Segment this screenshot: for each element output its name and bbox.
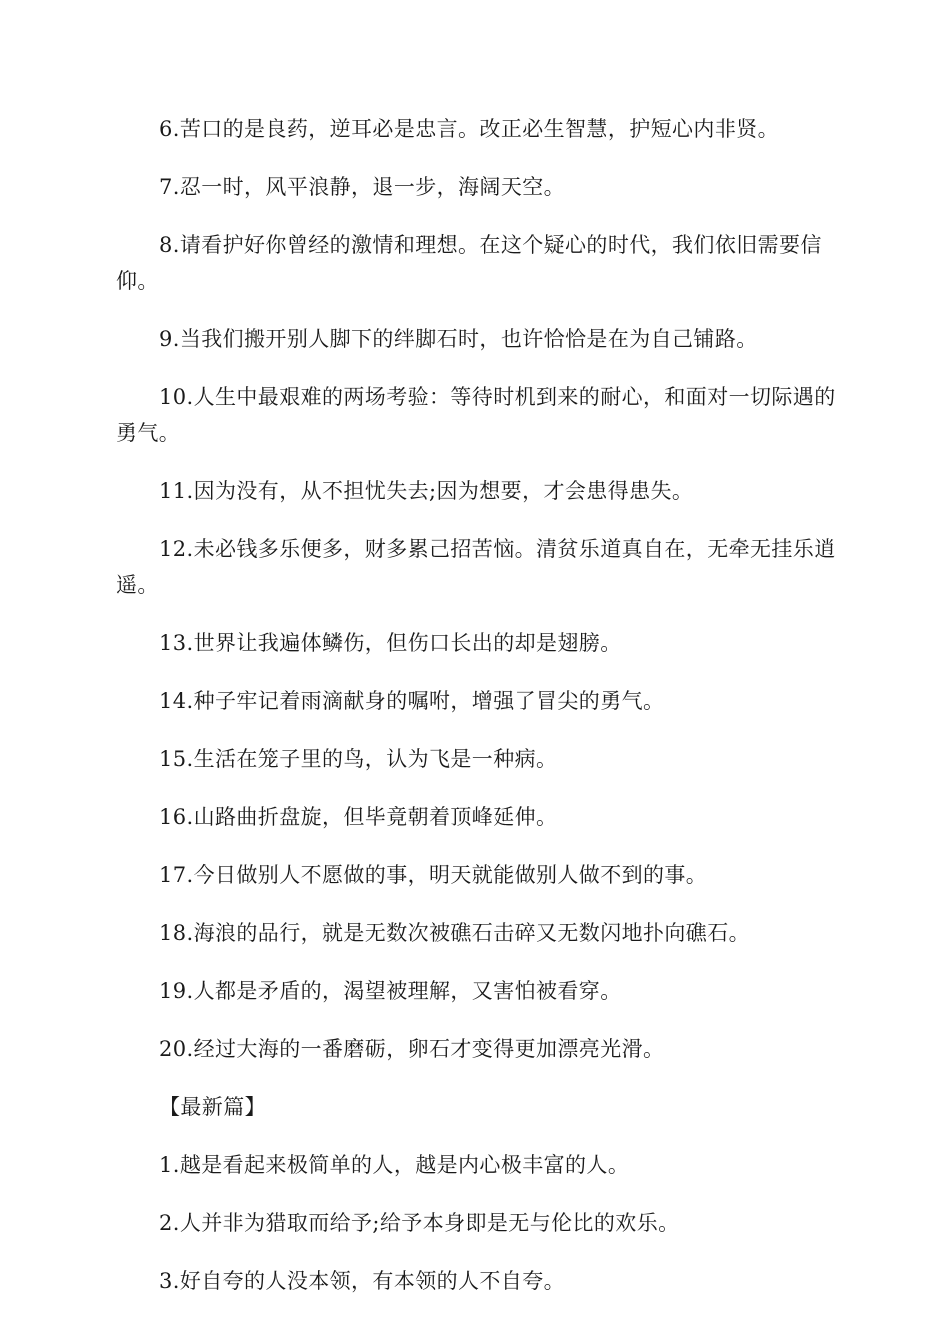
paragraph: 12.未必钱多乐便多，财多累己招苦恼。清贫乐道真自在，无牵无挂乐逍遥。 <box>116 537 836 597</box>
paragraph: 17.今日做别人不愿做的事，明天就能做别人做不到的事。 <box>159 863 708 887</box>
paragraph: 8.请看护好你曾经的激情和理想。在这个疑心的时代，我们依旧需要信仰。 <box>116 233 822 293</box>
paragraph: 6.苦口的是良药，逆耳必是忠言。改正必生智慧，护短心内非贤。 <box>159 117 780 141</box>
paragraph: 14.种子牢记着雨滴献身的嘱咐，增强了冒尖的勇气。 <box>159 689 665 713</box>
paragraph: 1.越是看起来极简单的人，越是内心极丰富的人。 <box>159 1153 630 1177</box>
paragraph: 19.人都是矛盾的，渴望被理解，又害怕被看穿。 <box>159 979 622 1003</box>
paragraph: 10.人生中最艰难的两场考验：等待时机到来的耐心，和面对一切际遇的勇气。 <box>116 385 836 445</box>
paragraph: 2.人并非为猎取而给予;给予本身即是无与伦比的欢乐。 <box>159 1211 680 1235</box>
paragraph: 16.山路曲折盘旋，但毕竟朝着顶峰延伸。 <box>159 805 558 829</box>
paragraph: 13.世界让我遍体鳞伤，但伤口长出的却是翅膀。 <box>159 631 622 655</box>
section-heading: 【最新篇】 <box>159 1095 266 1119</box>
paragraph: 7.忍一时，风平浪静，退一步，海阔天空。 <box>159 175 566 199</box>
paragraph: 11.因为没有，从不担忧失去;因为想要，才会患得患失。 <box>159 479 694 503</box>
paragraph: 9.当我们搬开别人脚下的绊脚石时，也许恰恰是在为自己铺路。 <box>159 327 758 351</box>
document-body <box>116 111 836 1321</box>
paragraph: 20.经过大海的一番磨砺，卵石才变得更加漂亮光滑。 <box>159 1037 665 1061</box>
paragraph: 3.好自夸的人没本领，有本领的人不自夸。 <box>159 1269 566 1293</box>
paragraph: 18.海浪的品行，就是无数次被礁石击碎又无数闪地扑向礁石。 <box>159 921 750 945</box>
paragraph: 15.生活在笼子里的鸟，认为飞是一种病。 <box>159 747 558 771</box>
